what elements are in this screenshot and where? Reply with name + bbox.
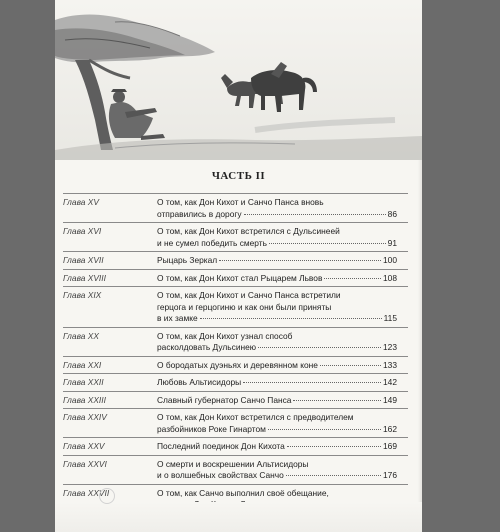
dot-leader [287, 446, 381, 447]
chapter-title [157, 360, 397, 372]
title-line: расколдовать Дульсинею [157, 342, 257, 352]
dot-leader [243, 382, 381, 383]
page-number: 100 [383, 255, 397, 265]
chapter-label: Глава XXVI [63, 458, 107, 469]
page-number: 91 [387, 237, 397, 248]
page-bottom-shade [55, 502, 422, 532]
dot-leader [320, 365, 381, 366]
toc-row [63, 373, 408, 392]
title-line: Славный губернатор Санчо Панса [157, 394, 292, 405]
title-line: разбойников Роке Гинартом [157, 423, 266, 434]
toc-row [63, 251, 408, 270]
chapter-label: Глава XXII [63, 377, 104, 387]
dot-leader [269, 243, 386, 244]
title-last-line [157, 342, 397, 354]
chapter-title [157, 197, 397, 220]
chapter-label: Глава XIX [63, 290, 102, 300]
chapter-label: Глава XX [63, 330, 99, 341]
dot-leader [200, 318, 382, 319]
toc-row [63, 437, 408, 456]
chapter-label: Глава XXI [63, 359, 102, 370]
title-line: отправились в дорогу [157, 208, 242, 219]
page-number: 169 [383, 441, 397, 451]
page-number: 149 [383, 394, 397, 405]
dot-leader [324, 278, 381, 279]
page-number: 133 [383, 359, 397, 370]
toc-row [63, 327, 408, 357]
chapter-label: Глава XXIV [63, 412, 107, 422]
title-line: О смерти и воскрешении Альтисидоры [157, 458, 309, 469]
title-last-line [157, 377, 397, 389]
toc-row [63, 408, 408, 438]
title-last-line [157, 255, 397, 267]
title-last-line [157, 313, 397, 325]
title-last-line [157, 360, 397, 372]
title-line: О том, как Дон Кихот и Санчо Панса встретили [157, 290, 341, 300]
chapter-title [157, 226, 397, 249]
title-last-line [157, 395, 397, 407]
dot-leader [219, 260, 381, 261]
dot-leader [293, 400, 381, 401]
chapter-title [157, 273, 397, 285]
toc-row [63, 222, 408, 252]
title-line: О том, как Дон Кихот узнал способ [157, 330, 293, 341]
chapter-label: Глава XVI [63, 226, 102, 236]
page-number: 142 [383, 377, 397, 387]
title-last-line [157, 424, 397, 436]
page-number: 123 [383, 342, 397, 352]
title-line: О том, как Санчо выполнил своё обещание, [157, 487, 329, 498]
dot-leader [258, 347, 381, 348]
title-line: Рыцарь Зеркал [157, 255, 218, 265]
page-number: 115 [383, 313, 397, 323]
title-last-line [157, 238, 397, 250]
page-number: 86 [387, 208, 397, 219]
section-title: ЧАСТЬ II [211, 170, 266, 182]
title-line: Любовь Альтисидоры [157, 377, 242, 387]
title-line: О том, как Дон Кихот встретился с предводителем [157, 412, 354, 422]
faint-page-mark [99, 488, 115, 504]
toc-row [63, 269, 408, 288]
chapter-title [157, 412, 397, 435]
title-last-line [157, 470, 397, 482]
chapter-label: Глава XXIII [63, 394, 106, 405]
title-line: О том, как Дон Кихот и Санчо Панса вновь [157, 197, 324, 207]
toc-row [63, 193, 408, 223]
chapter-title [157, 441, 397, 453]
title-line: О том, как Дон Кихот встретился с Дульсинеей [157, 226, 340, 236]
chapter-title [157, 459, 397, 482]
title-last-line [157, 209, 397, 221]
dot-leader [244, 214, 386, 215]
chapter-title [157, 255, 397, 267]
toc-row [63, 356, 408, 375]
chapter-label: Глава XVII [63, 255, 104, 265]
chapter-label: Глава XV [63, 197, 99, 207]
title-line: Последний поединок Дон Кихота [157, 441, 285, 451]
dot-leader [286, 475, 381, 476]
chapter-label: Глава XXV [63, 441, 105, 451]
page-number: 108 [383, 272, 397, 283]
title-line: и не сумел победить смерть [157, 237, 267, 248]
page-number: 176 [383, 470, 397, 480]
page-number: 162 [383, 423, 397, 434]
toc-row [63, 455, 408, 485]
toc-row [63, 391, 408, 410]
title-last-line [157, 273, 397, 285]
title-line: О бородатых дуэньях и деревянном коне [157, 359, 318, 370]
chapter-title [157, 377, 397, 389]
chapter-title [157, 290, 397, 325]
toc-row [63, 286, 408, 328]
chapter-title [157, 395, 397, 407]
title-last-line [157, 441, 397, 453]
chapter-label: Глава XVIII [63, 272, 106, 283]
chapter-label: Глава XXVII [63, 487, 110, 498]
illustration-knight-and-horses [55, 0, 422, 160]
dot-leader [268, 429, 381, 430]
title-line: и о волшебных свойствах Санчо [157, 470, 284, 480]
title-line: в их замке [157, 313, 198, 323]
title-line: О том, как Дон Кихот стал Рыцарем Львов [157, 272, 323, 283]
book-page [55, 0, 422, 532]
chapter-title [157, 331, 397, 354]
title-line: герцога и герцогиню и как они были приняты [157, 301, 332, 312]
